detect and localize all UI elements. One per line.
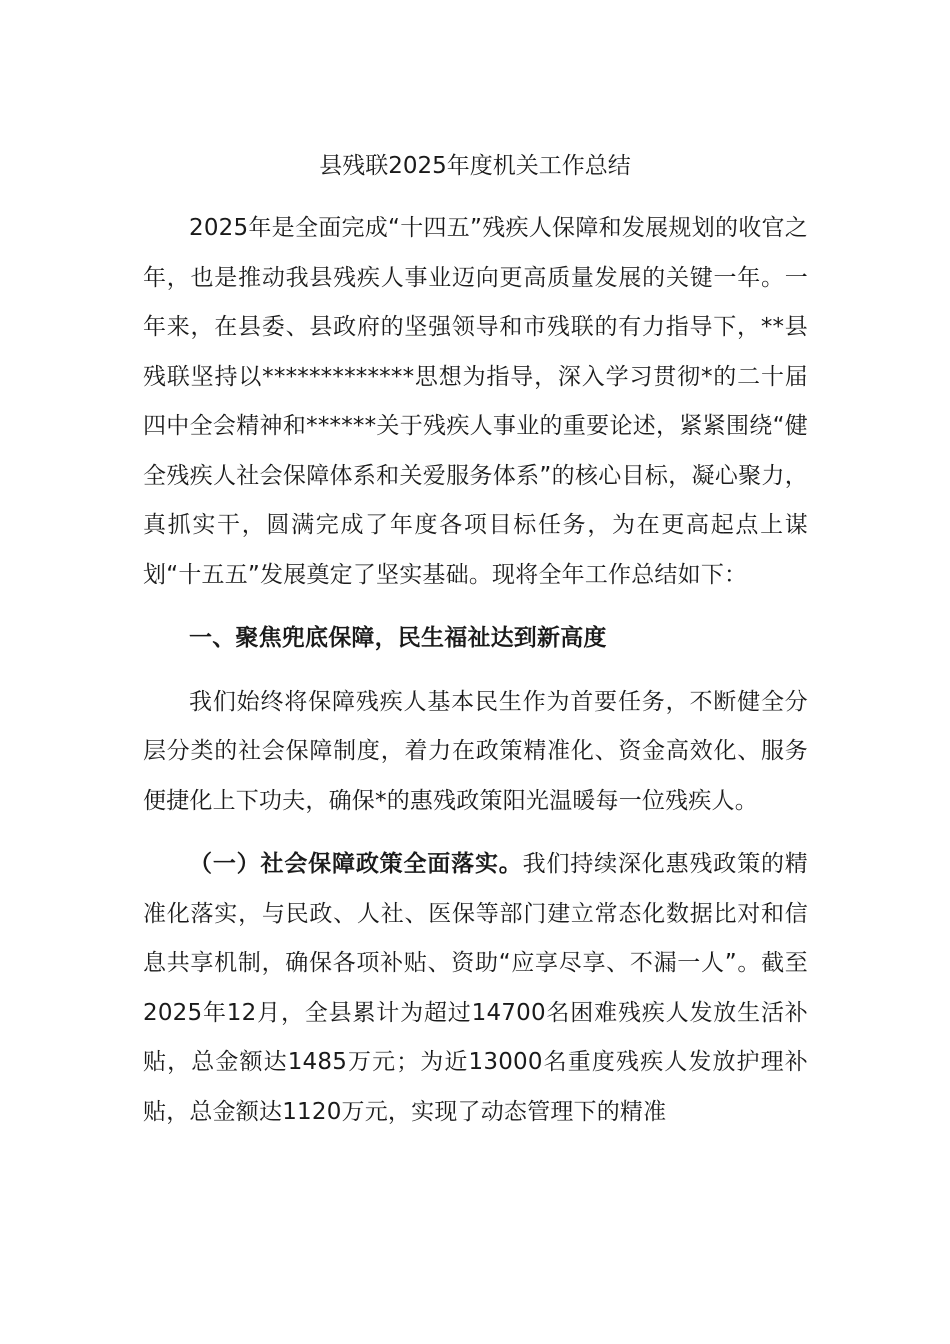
subsection-1-paragraph [143,840,808,1137]
document-body [143,204,808,1137]
section-heading-1: 一、聚焦兜底保障，民生福祉达到新高度 [189,625,607,651]
document-title: 县残联2025年度机关工作总结 [319,153,631,179]
intro-paragraph: 2025年是全面完成“十四五”残疾人保障和发展规划的收官之年，也是推动我县残疾人事业迈向更高质量发展的关键一年。一年来，在县委、县政府的坚强领导和市残联的有力指导下，**县残联坚持以*************思想为指导，深入学习贯彻*的二十届四中全会精神和******关于残疾人事业的重要论述，紧紧围绕“健全残疾人社会保障体系和关爱服务体系”的核心目标，凝心聚力，真抓实干，圆满完成了年度各项目标任务，为在更高起点上谋划“十五五”发展奠定了坚实基础。现将全年工作总结如下： [143,215,808,588]
subsection-1-text: 我们持续深化惠残政策的精准化落实，与民政、人社、医保等部门建立常态化数据比对和信息共享机制，确保各项补贴、资助“应享尽享、不漏一人”。截至2025年12月，全县累计为超过14700名困难残疾人发放生活补贴，总金额达1485万元；为近13000名重度残疾人发放护理补贴，总金额达1120万元，实现了动态管理下的精准 [143,851,808,1125]
section-1-paragraph: 我们始终将保障残疾人基本民生作为首要任务，不断健全分层分类的社会保障制度，着力在政策精准化、资金高效化、服务便捷化上下功夫，确保*的惠残政策阳光温暖每一位残疾人。 [143,688,808,814]
subsection-1-lead: （一）社会保障政策全面落实。 [189,851,523,877]
